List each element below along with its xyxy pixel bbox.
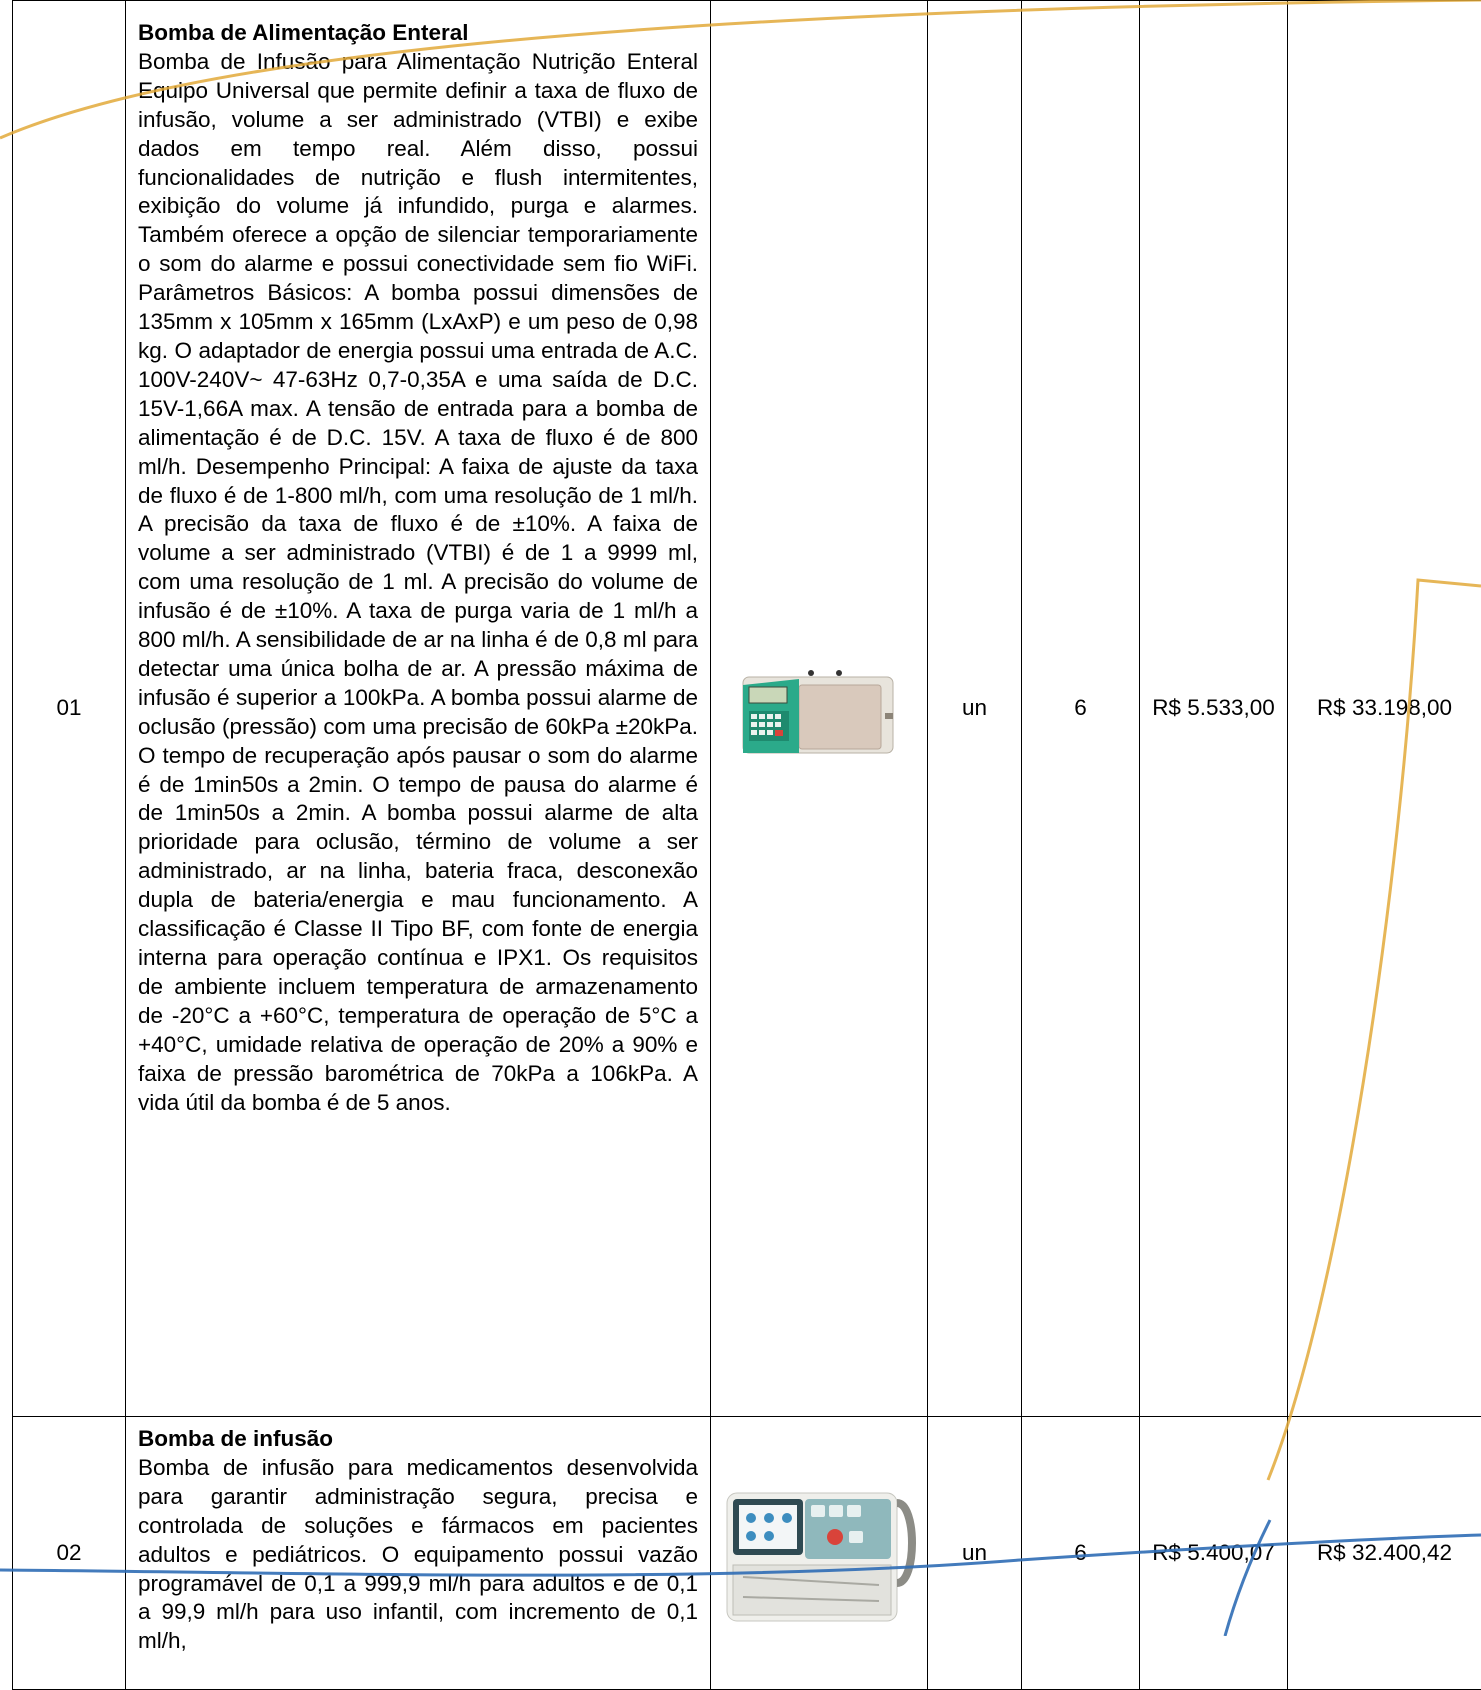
item-quantity: 6	[1022, 1417, 1140, 1690]
item-description-cell	[126, 1, 711, 1417]
infusion-pump-photo	[719, 1473, 919, 1633]
table-row	[13, 1417, 1481, 1690]
items-table	[12, 0, 1481, 1690]
item-number: 01	[13, 1, 126, 1417]
item-number: 02	[13, 1417, 126, 1690]
item-title: Bomba de Alimentação Enteral	[138, 19, 698, 48]
item-unit-price: R$ 5.400,07	[1140, 1417, 1288, 1690]
item-total-price: R$ 32.400,42	[1288, 1417, 1481, 1690]
item-unit: un	[928, 1417, 1022, 1690]
item-description: Bomba de Infusão para Alimentação Nutrição Enteral Equipo Universal que permite definir a taxa de fluxo de infusão, volume a ser administrado (VTBI) e exibe dados em tempo real. Além disso, possui funcionalidades de nutrição e flush intermitentes, exibição do volume já infundido, purga e alarmes. Também oferece a opção de silenciar temporariamente o som do alarme e possui conectividade sem fio WiFi. Parâmetros Básicos: A bomba possui dimensões de 135mm x 105mm x 165mm (LxAxP) e um peso de 0,98 kg. O adaptador de energia possui uma entrada de A.C. 100V-240V~ 47-63Hz 0,7-0,35A e uma saída de D.C. 15V-1,66A max. A tensão de entrada para a bomba de alimentação é de D.C. 15V. A taxa de fluxo é de 800 ml/h. Desempenho Principal: A faixa de ajuste da taxa de fluxo é de 1-800 ml/h, com uma resolução de 1 ml/h. A precisão da taxa de fluxo é de ±10%. A faixa de volume a ser administrado (VTBI) é de 1 a 9999 ml, com uma resolução de 1 ml. A precisão do volume de infusão é de ±10%. A taxa de purga varia de 1 ml/h a 800 ml/h. A sensibilidade de ar na linha é de 0,8 ml para detectar uma única bolha de ar. A pressão máxima de infusão é superior a 100kPa. A bomba possui alarme de oclusão (pressão) com uma precisão de 60kPa ±20kPa. O tempo de recuperação após pausar o som do alarme é de 1min50s a 2min. O tempo de pausa do alarme é de 1min50s a 2min. A bomba possui alarme de alta prioridade para oclusão, término de volume a ser administrado, ar na linha, bateria fraca, desconexão dupla de bateria/energia e mau funcionamento. A classificação é Classe II Tipo BF, com fonte de energia interna para operação contínua e IPX1. Os requisitos de ambiente incluem temperatura de armazenamento de -20°C a +60°C, temperatura de operação de 5°C a +40°C, umidade relativa de operação de 20% a 90% e faixa de pressão barométrica de 70kPa a 106kPa. A vida útil da bomba é de 5 anos.	[138, 48, 698, 1118]
item-quantity: 6	[1022, 1, 1140, 1417]
item-image-cell	[711, 1, 928, 1417]
item-title: Bomba de infusão	[138, 1425, 698, 1454]
item-description-cell	[126, 1417, 711, 1690]
item-unit-price: R$ 5.533,00	[1140, 1, 1288, 1417]
enteral-feeding-pump-photo	[739, 655, 899, 763]
item-unit: un	[928, 1, 1022, 1417]
item-total-price: R$ 33.198,00	[1288, 1, 1481, 1417]
table-row	[13, 1, 1481, 1417]
item-image-cell	[711, 1417, 928, 1690]
item-description: Bomba de infusão para medicamentos desenvolvida para garantir administração segura, precisa e controlada de soluções e fármacos em pacientes adultos e pediátricos. O equipamento possui vazão programável de 0,1 a 999,9 ml/h para adultos e de 0,1 a 99,9 ml/h para uso infantil, com incremento de 0,1 ml/h,	[138, 1454, 698, 1656]
